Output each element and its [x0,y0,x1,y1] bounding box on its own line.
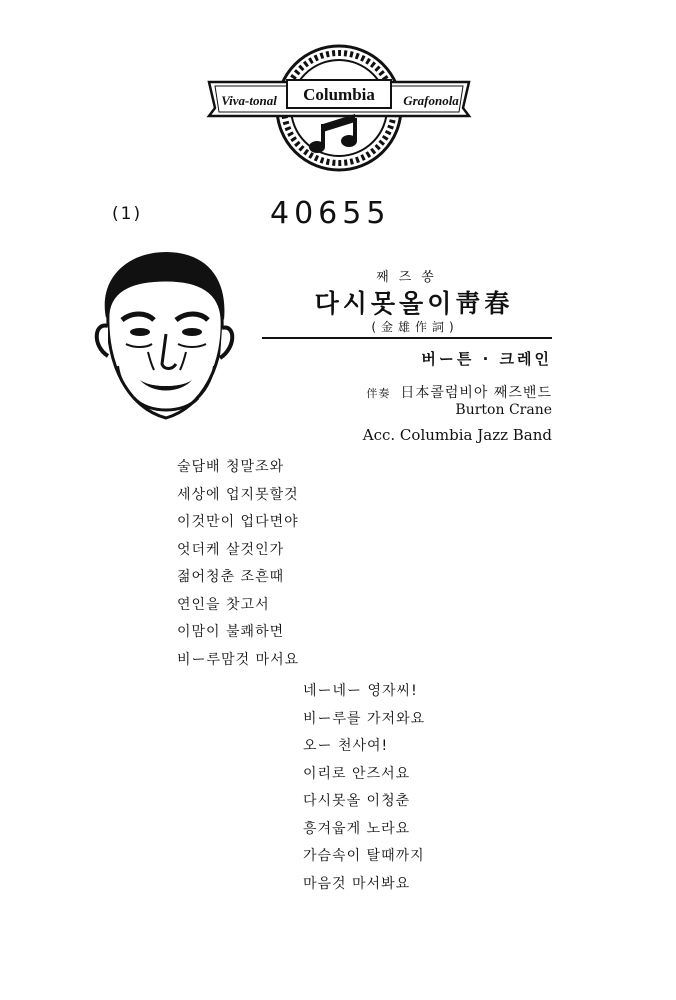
lyric-line: 연인을 찻고서 [177,596,270,613]
lyrics-verse-1 [177,454,299,674]
lyric-line: 술담배 청말조와 [177,459,285,475]
side-number: (1) [112,204,143,224]
lyric-line: 이것만이 업다면야 [177,514,299,530]
logo-left-text: Viva-tonal [221,93,277,108]
lyrics-verse-2 [303,678,425,898]
lyric-line: 네ー네ー 영자씨! [303,683,418,699]
song-genre: 째즈쏭 [376,270,444,285]
lyric-line: 이맘이 불쾌하면 [177,624,285,640]
artist-korean: 버ー튼 · 크레인 [421,350,552,368]
song-lyricist: (金雄作詞) [371,320,459,334]
lyric-line: 마음것 마서봐요 [303,875,411,892]
logo-right-text: Grafonola [403,93,459,108]
singer-portrait [88,248,238,430]
title-divider [262,337,552,339]
lyric-line: 오ー 천사여! [303,738,389,754]
lyric-line: 이리로 안즈서요 [303,765,411,782]
columbia-logo [205,42,473,174]
lyric-line: 젊어청춘 조흔때 [177,569,285,585]
record-number: 40655 [270,196,391,231]
accompaniment-label: 伴奏 [366,387,391,400]
artist-english: Burton Crane [455,402,552,418]
accompaniment-korean-text: 日本콜럼비아 째즈밴드 [400,385,552,401]
lyric-line: 다시못올 이청춘 [303,793,411,809]
accompaniment-korean [314,382,552,402]
lyric-line: 세상에 업지못할것 [177,486,299,503]
lyric-line: 비ー루맘것 마서요 [177,651,300,668]
lyric-line: 엇더케 살것인가 [177,541,285,558]
lyric-line: 흥겨웁게 노라요 [303,820,411,837]
lyric-line: 가슴속이 탈때까지 [303,848,425,864]
accompaniment-english: Acc. Columbia Jazz Band [362,426,552,444]
lyric-line: 비ー루를 가저와요 [303,710,426,727]
logo-brand: Columbia [303,85,375,104]
song-title: 다시못올이靑春 [314,289,514,318]
